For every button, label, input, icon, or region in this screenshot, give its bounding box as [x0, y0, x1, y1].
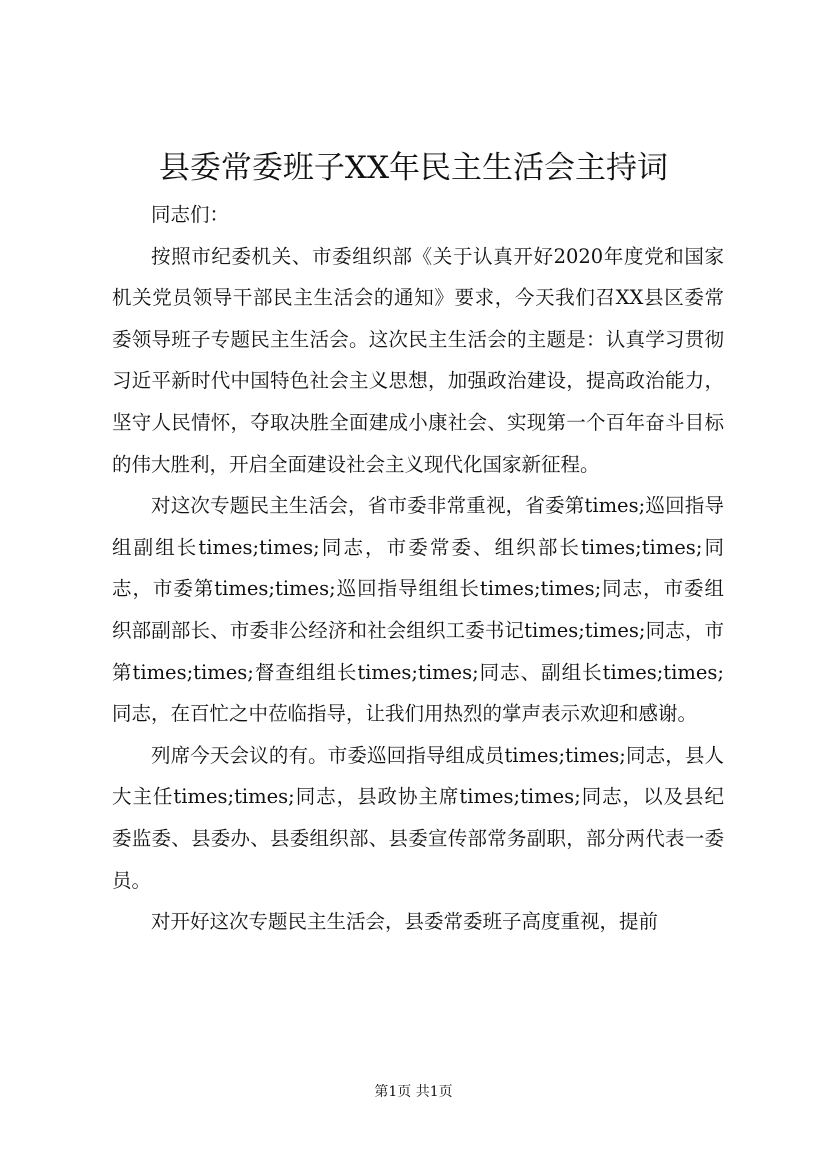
- greeting-line: 同志们：: [151, 203, 230, 226]
- document-body: [112, 194, 724, 943]
- paragraph-meeting-purpose: 按照市纪委机关、市委组织部《关于认真开好2020年度党和国家机关党员领导干部民主生活会的通知》要求，今天我们召XX县区委常委领导班子专题民主生活会。这次民主生活会的主题是：认真学习贯彻习近平新时代中国特色社会主义思想，加强政治建设，提高政治能力，坚守人民情怀，夺取决胜全面建成小康社会、实现第一个百年奋斗目标的伟大胜利，开启全面建设社会主义现代化国家新征程。: [112, 244, 724, 476]
- paragraph-guidance-welcome: 对这次专题民主生活会，省市委非常重视，省委第times;巡回指导组副组长times;times;同志，市委常委、组织部长times;times;同志，市委第times;times;巡回指导组组长times;times;同志，市委组织部副部长、市委非公经济和社会组织工委书记times;times;同志，市第times;times;督查组组长times;times;同志、副组长times;times;同志，在百忙之中莅临指导，让我们用热烈的掌声表示欢迎和感谢。: [112, 494, 724, 726]
- paragraph-preparation: 对开好这次专题民主生活会，县委常委班子高度重视，提前: [151, 910, 659, 934]
- page-footer: 第1页 共1页: [374, 1084, 453, 1100]
- paragraph-attendees: 列席今天会议的有。市委巡回指导组成员times;times;同志，县人大主任times;times;同志，县政协主席times;times;同志，以及县纪委监委、县委办、县委组织部、县委宣传部常务副职，部分两代表一委员。: [112, 743, 724, 892]
- page-title: 县委常委班子XX年民主生活会主持词: [158, 150, 669, 186]
